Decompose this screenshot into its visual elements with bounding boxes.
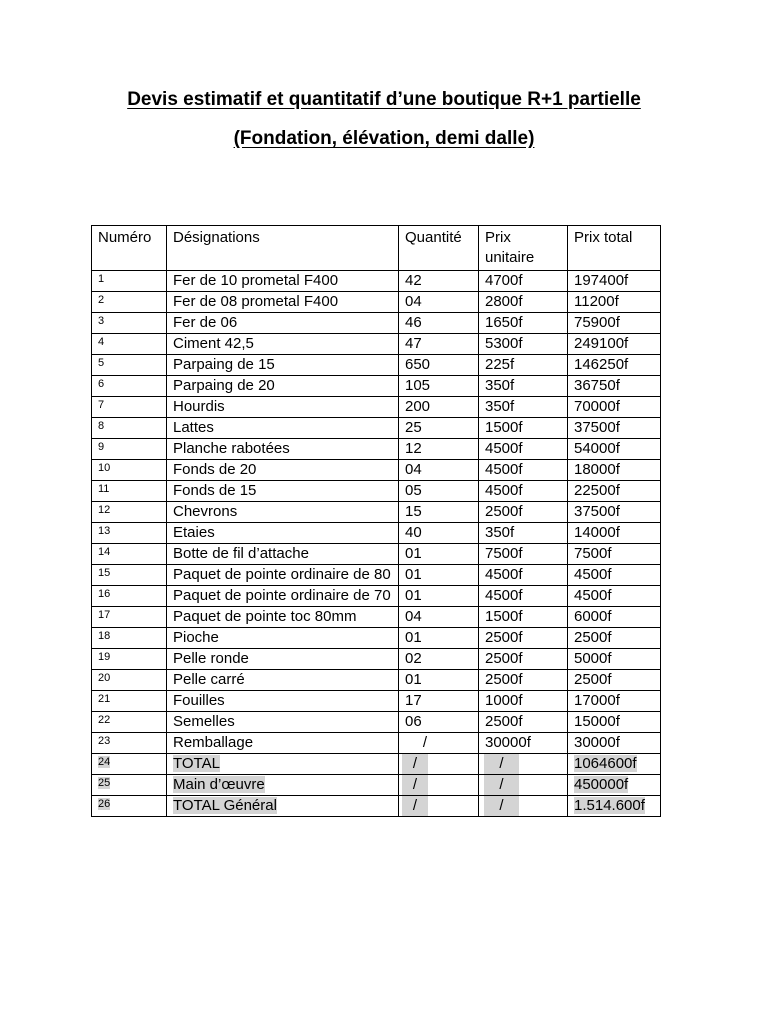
row-quantite: 04: [405, 293, 422, 310]
table-row: [92, 607, 661, 628]
row-prix-unitaire: 1500f: [485, 608, 523, 625]
row-designation: Fer de 06: [173, 314, 238, 331]
row-number: 12: [98, 504, 111, 516]
table-row: [92, 313, 661, 334]
row-designation: Parpaing de 20: [173, 377, 275, 394]
row-prix-unitaire: 2800f: [485, 293, 523, 310]
row-prix-unitaire: 350f: [485, 524, 515, 541]
row-prix-total: 2500f: [574, 629, 612, 646]
header-numero: Numéro: [92, 226, 167, 271]
row-number: 19: [98, 651, 111, 663]
row-prix-unitaire: /: [484, 754, 519, 774]
row-prix-unitaire: 4700f: [485, 272, 523, 289]
row-quantite: 01: [405, 629, 422, 646]
row-quantite: 02: [405, 650, 422, 667]
row-prix-unitaire: 2500f: [485, 503, 523, 520]
row-number: 8: [98, 420, 105, 432]
row-prix-unitaire: 1000f: [485, 692, 523, 709]
row-prix-total: 197400f: [574, 272, 629, 289]
row-prix-total: 5000f: [574, 650, 612, 667]
row-number: 17: [98, 609, 111, 621]
row-number: 20: [98, 672, 111, 684]
row-quantite: 46: [405, 314, 422, 331]
row-prix-total: 18000f: [574, 461, 620, 478]
row-quantite: /: [422, 734, 428, 751]
row-number: 14: [98, 546, 111, 558]
row-prix-unitaire: 225f: [485, 356, 515, 373]
row-prix-total: 15000f: [574, 713, 620, 730]
table-row: [92, 796, 661, 817]
row-number: 9: [98, 441, 105, 453]
table-row: [92, 775, 661, 796]
row-quantite: 05: [405, 482, 422, 499]
row-quantite: 200: [405, 398, 431, 415]
row-quantite: 06: [405, 713, 422, 730]
row-designation: Paquet de pointe ordinaire de 70: [173, 587, 391, 604]
header-quantite: Quantité: [399, 226, 479, 271]
row-number: 16: [98, 588, 111, 600]
row-quantite: 42: [405, 272, 422, 289]
row-prix-total: 249100f: [574, 335, 629, 352]
row-designation: Fer de 08 prometal F400: [173, 293, 339, 310]
row-number: 18: [98, 630, 111, 642]
row-number: 5: [98, 357, 105, 369]
row-quantite: 01: [405, 587, 422, 604]
row-prix-total: 54000f: [574, 440, 620, 457]
row-designation: Remballage: [173, 734, 254, 751]
row-quantite: 47: [405, 335, 422, 352]
row-designation: Etaies: [173, 524, 215, 541]
row-designation: Fouilles: [173, 692, 225, 709]
row-quantite: /: [402, 754, 428, 774]
row-number: 4: [98, 336, 105, 348]
table-row: [92, 334, 661, 355]
row-quantite: 40: [405, 524, 422, 541]
row-prix-unitaire: 4500f: [485, 566, 523, 583]
row-prix-unitaire: 350f: [485, 377, 515, 394]
row-prix-unitaire: 7500f: [485, 545, 523, 562]
row-prix-total: 22500f: [574, 482, 620, 499]
row-quantite: 01: [405, 671, 422, 688]
row-quantite: /: [402, 775, 428, 795]
table-row: [92, 460, 661, 481]
table-row: [92, 649, 661, 670]
table-row: [92, 439, 661, 460]
row-designation: TOTAL Général: [173, 797, 277, 814]
table-row: [92, 565, 661, 586]
row-number: 21: [98, 693, 111, 705]
row-number: 6: [98, 378, 105, 390]
row-number: 13: [98, 525, 111, 537]
row-prix-unitaire: 1500f: [485, 419, 523, 436]
row-designation: Main d’œuvre: [173, 776, 265, 793]
row-prix-total: 11200f: [574, 293, 619, 310]
row-number: 15: [98, 567, 111, 579]
row-designation: Paquet de pointe ordinaire de 80: [173, 566, 391, 583]
row-designation: Pelle carré: [173, 671, 245, 688]
row-quantite: 15: [405, 503, 422, 520]
row-prix-total: 6000f: [574, 608, 612, 625]
row-prix-total: 14000f: [574, 524, 620, 541]
row-designation: Pelle ronde: [173, 650, 249, 667]
row-prix-total: 1.514.600f: [574, 797, 645, 814]
table-row: [92, 397, 661, 418]
table-header-row: [92, 226, 661, 271]
row-prix-total: 36750f: [574, 377, 620, 394]
header-prix-unitaire: Prix unitaire: [479, 226, 568, 271]
row-designation: Botte de fil d’attache: [173, 545, 309, 562]
table-row: [92, 712, 661, 733]
row-prix-total: 146250f: [574, 356, 629, 373]
table-row: [92, 754, 661, 775]
row-prix-total: 1064600f: [574, 755, 637, 772]
row-prix-unitaire: 350f: [485, 398, 515, 415]
table-row: [92, 376, 661, 397]
table-row: [92, 418, 661, 439]
row-prix-unitaire: 2500f: [485, 629, 523, 646]
row-prix-total: 75900f: [574, 314, 620, 331]
table-row: [92, 523, 661, 544]
row-designation: Fonds de 15: [173, 482, 257, 499]
row-designation: Pioche: [173, 629, 219, 646]
table-row: [92, 691, 661, 712]
row-quantite: 01: [405, 566, 422, 583]
header-designations: Désignations: [167, 226, 399, 271]
row-prix-unitaire: 2500f: [485, 713, 523, 730]
row-prix-total: 37500f: [574, 419, 620, 436]
row-prix-unitaire: 4500f: [485, 587, 523, 604]
row-designation: Fer de 10 prometal F400: [173, 272, 339, 289]
row-quantite: 650: [405, 356, 431, 373]
row-quantite: 25: [405, 419, 422, 436]
row-prix-unitaire: 2500f: [485, 650, 523, 667]
row-prix-total: 4500f: [574, 566, 612, 583]
table-row: [92, 628, 661, 649]
row-number: 26: [98, 798, 111, 810]
row-prix-total: 37500f: [574, 503, 620, 520]
row-designation: Paquet de pointe toc 80mm: [173, 608, 357, 625]
table-row: [92, 733, 661, 754]
row-number: 2: [98, 294, 105, 306]
row-designation: Ciment 42,5: [173, 335, 254, 352]
row-number: 10: [98, 462, 111, 474]
row-prix-total: 450000f: [574, 776, 629, 793]
row-quantite: 105: [405, 377, 431, 394]
row-prix-total: 7500f: [574, 545, 612, 562]
row-prix-total: 30000f: [574, 734, 620, 751]
table-row: [92, 586, 661, 607]
row-quantite: /: [402, 796, 428, 816]
row-quantite: 17: [405, 692, 422, 709]
estimate-table: [91, 225, 661, 817]
row-quantite: 04: [405, 608, 422, 625]
row-designation: Planche rabotées: [173, 440, 290, 457]
row-designation: Chevrons: [173, 503, 238, 520]
row-number: 25: [98, 777, 111, 789]
row-designation: TOTAL: [173, 755, 220, 772]
row-quantite: 01: [405, 545, 422, 562]
row-prix-unitaire: 2500f: [485, 671, 523, 688]
table-row: [92, 355, 661, 376]
row-prix-unitaire: /: [484, 775, 519, 795]
header-prix-total: Prix total: [568, 226, 661, 271]
row-designation: Fonds de 20: [173, 461, 257, 478]
table-row: [92, 292, 661, 313]
table-row: [92, 481, 661, 502]
row-number: 3: [98, 315, 105, 327]
row-prix-unitaire: 4500f: [485, 461, 523, 478]
row-prix-unitaire: 1650f: [485, 314, 523, 331]
row-quantite: 12: [405, 440, 422, 457]
row-number: 11: [98, 483, 110, 495]
row-designation: Hourdis: [173, 398, 225, 415]
row-designation: Lattes: [173, 419, 214, 436]
row-prix-total: 2500f: [574, 671, 612, 688]
row-designation: Parpaing de 15: [173, 356, 275, 373]
row-number: 1: [98, 273, 105, 285]
row-prix-unitaire: 5300f: [485, 335, 523, 352]
table-row: [92, 544, 661, 565]
row-number: 23: [98, 735, 111, 747]
row-prix-unitaire: /: [484, 796, 519, 816]
row-prix-total: 70000f: [574, 398, 620, 415]
row-quantite: 04: [405, 461, 422, 478]
row-prix-unitaire: 30000f: [485, 734, 531, 751]
row-prix-unitaire: 4500f: [485, 440, 523, 457]
row-number: 7: [98, 399, 105, 411]
row-number: 22: [98, 714, 111, 726]
document-subtitle: (Fondation, élévation, demi dalle): [233, 128, 535, 149]
table-row: [92, 271, 661, 292]
table-row: [92, 670, 661, 691]
table-row: [92, 502, 661, 523]
row-designation: Semelles: [173, 713, 235, 730]
row-number: 24: [98, 756, 111, 768]
row-prix-unitaire: 4500f: [485, 482, 523, 499]
row-prix-total: 4500f: [574, 587, 612, 604]
row-prix-total: 17000f: [574, 692, 620, 709]
document-title: Devis estimatif et quantitatif d’une boutique R+1 partielle: [127, 89, 641, 110]
